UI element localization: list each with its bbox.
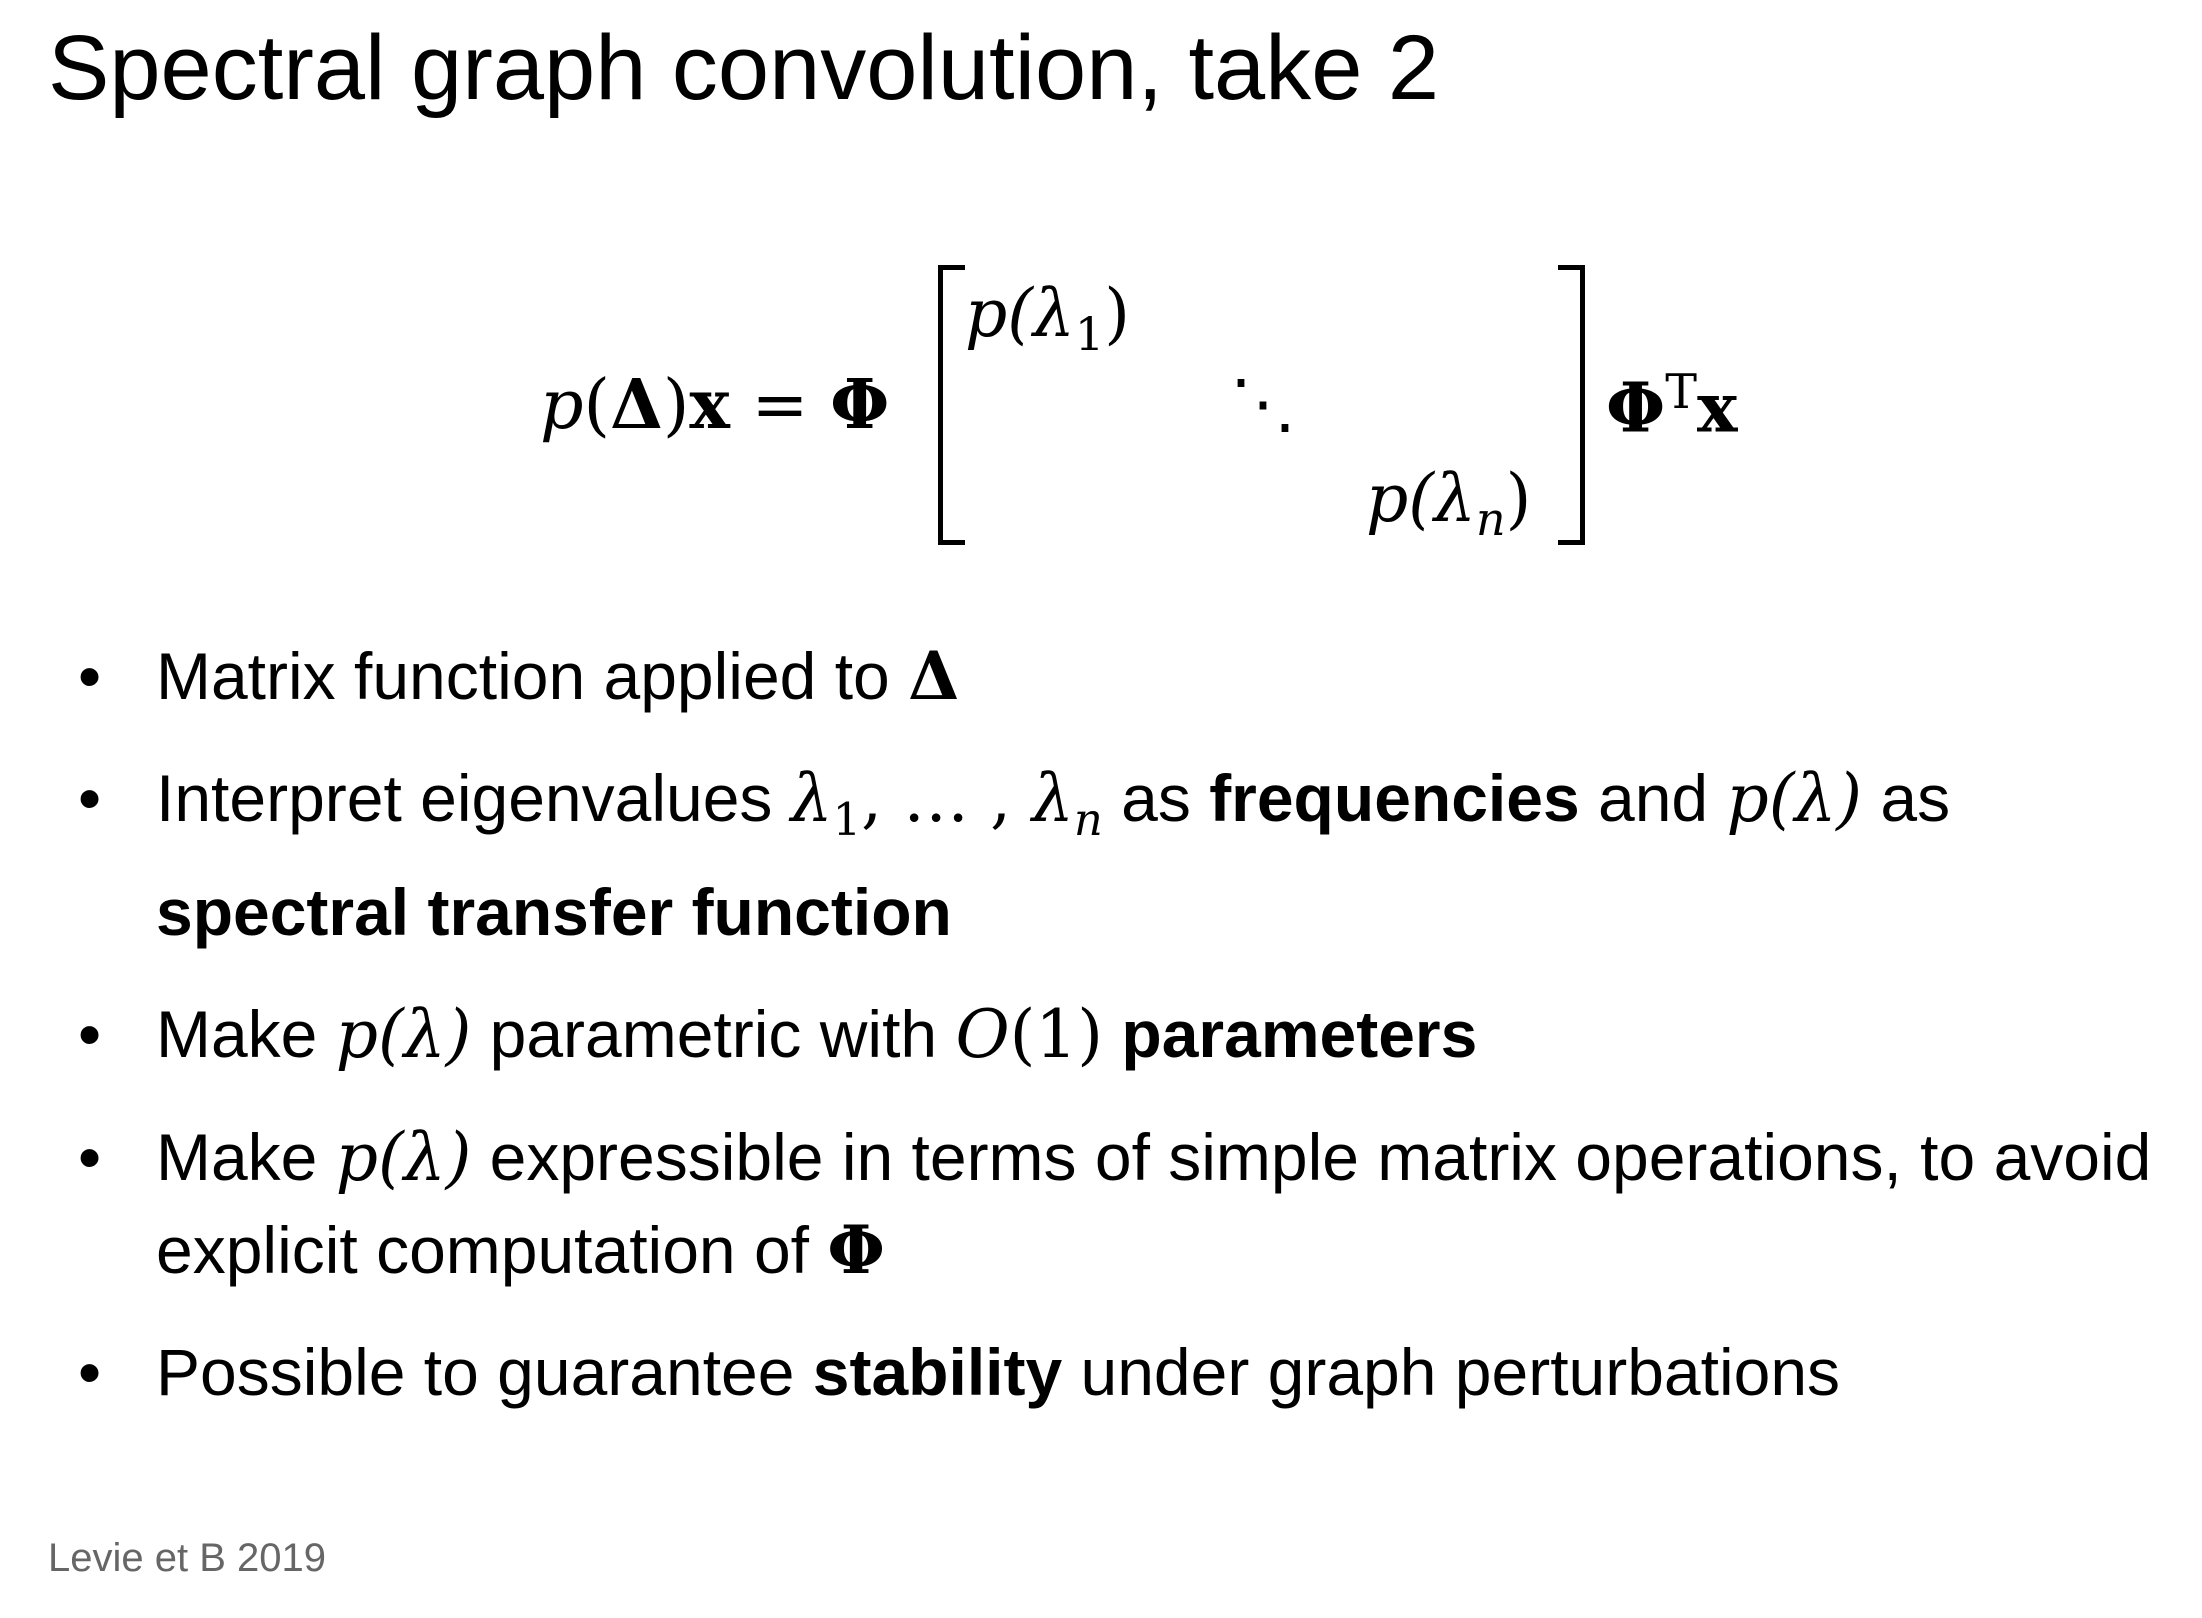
- bullet-stability: • Possible to guarantee stability under graph perturbations: [0, 1326, 2202, 1418]
- diag-ellipsis: ⋱: [1230, 365, 1296, 442]
- bullet-dot: •: [78, 1120, 102, 1195]
- lhs-paren-close: ): [662, 366, 690, 445]
- slide-title: Spectral graph convolution, take 2: [48, 17, 1440, 119]
- left-bracket: [938, 265, 965, 545]
- phi-symbol: Φ: [830, 365, 890, 445]
- bullet-parametric: • Make p(λ) parametric with O(1) parameters: [0, 988, 2202, 1081]
- diag-entry-last: $p(\lambda_n)$: [1366, 460, 1532, 547]
- bullet-eigenvalues: • Interpret eigenvalues $\lambda_1$, … , $\lambda_n$ as frequencies and p(λ) as spectral transfer function: [0, 752, 2202, 958]
- bullet-dot: •: [78, 997, 102, 1072]
- matrix-equation: [540, 255, 1820, 555]
- lhs-delta: Δ: [610, 365, 663, 445]
- diag-entry-first: $p(\lambda_1)$: [965, 275, 1130, 362]
- bullet-dot: •: [78, 1335, 102, 1410]
- lhs-x: x: [689, 365, 730, 445]
- equation-lhs: [540, 365, 889, 445]
- bullet-list: [0, 630, 2202, 1448]
- rhs-phi: Φ: [1606, 368, 1666, 449]
- bullet-matrix-function: • Matrix function applied to Δ: [0, 630, 2202, 722]
- rhs-transpose: T: [1665, 365, 1697, 420]
- bullet-dot: •: [78, 761, 102, 835]
- lhs-p: p: [540, 366, 584, 445]
- right-bracket: [1558, 265, 1585, 545]
- rhs-x: x: [1696, 368, 1738, 449]
- bullet-expressible: • Make p(λ) expressible in terms of simple matrix operations, to avoid explicit computation of Φ: [0, 1111, 2202, 1296]
- citation: Levie et B 2019: [48, 1536, 326, 1580]
- equals-sign: =: [729, 366, 831, 445]
- equation-rhs: [1606, 365, 1738, 449]
- bullet-dot: •: [78, 639, 102, 713]
- lhs-paren-open: (: [583, 366, 611, 445]
